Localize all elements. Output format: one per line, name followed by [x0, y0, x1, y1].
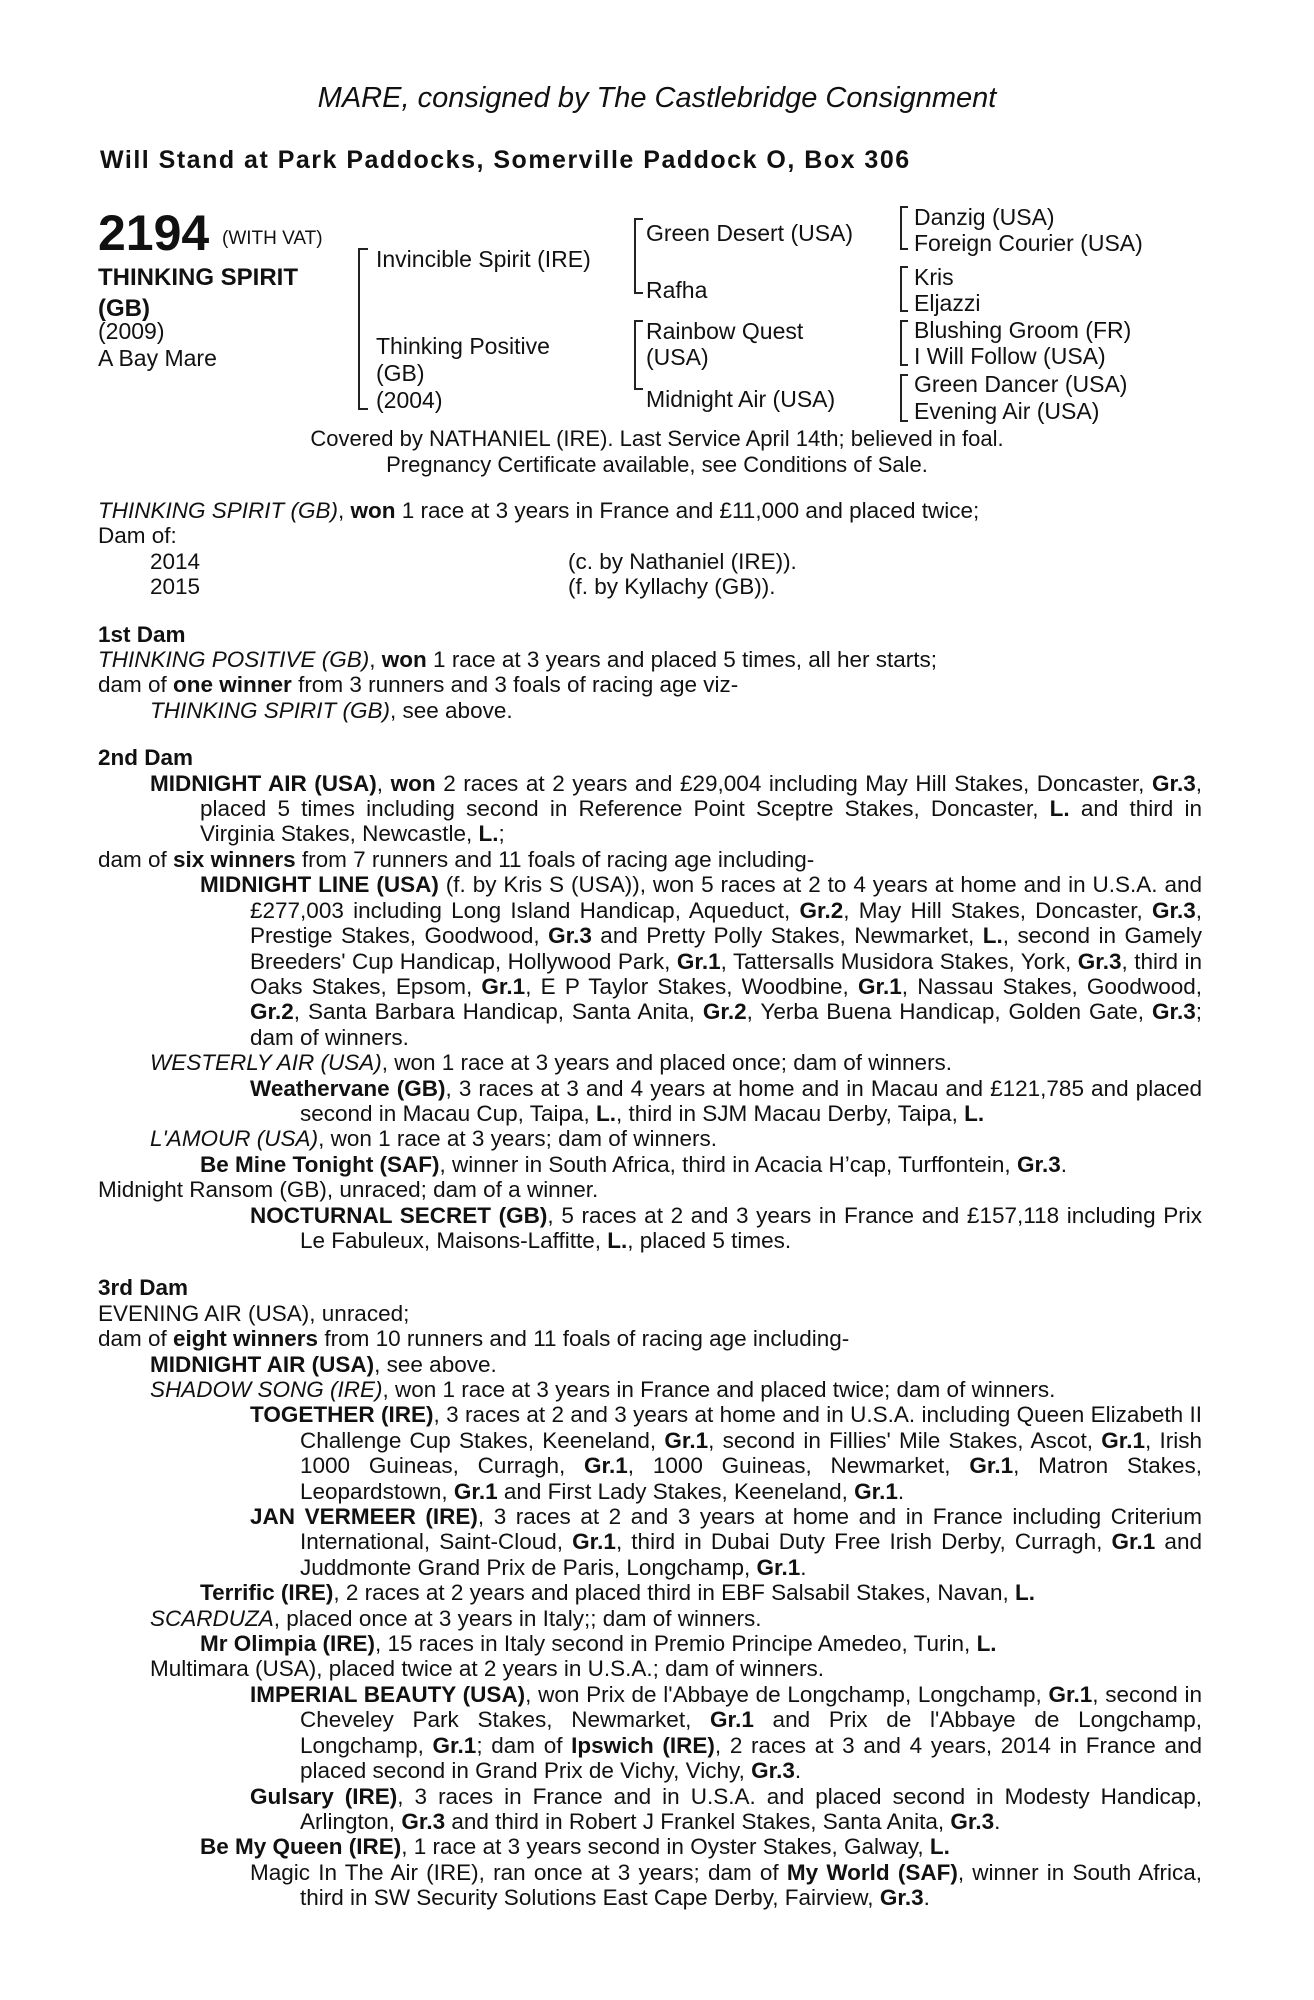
won-label: won	[390, 770, 436, 796]
produce-entry-multimara: Multimara (USA), placed twice at 2 years in U.S.A.; dam of winners.	[150, 1656, 824, 1682]
text: , Prestige Stakes, Goodwood,	[250, 897, 1202, 949]
pedigree-dam-line3: (2004)	[376, 387, 443, 413]
text: .	[923, 1885, 930, 1911]
text: , placed 5 times.	[627, 1227, 792, 1253]
intro-won: won	[350, 498, 396, 523]
grade: Gr.1	[676, 948, 721, 974]
text: , third in SJM Macau Derby, Taipa,	[616, 1100, 965, 1126]
brace-gen2a	[634, 218, 643, 294]
grade: L.	[964, 1100, 985, 1126]
produce-year: 2015	[150, 574, 201, 600]
text: .	[1060, 1151, 1067, 1177]
second-dam-name: MIDNIGHT AIR (USA)	[150, 770, 377, 796]
produce-entry-mr-olimpia	[98, 1631, 1202, 1656]
text: and Prix de l'Abbaye de Longchamp, Longchamp,	[300, 1707, 1202, 1758]
produce-name: Ipswich (IRE)	[571, 1732, 715, 1758]
grade: Gr.1	[1048, 1681, 1093, 1707]
grade: Gr.3	[1077, 948, 1122, 974]
produce-entry-imperial-beauty	[98, 1682, 1202, 1784]
text: ; dam of	[476, 1732, 572, 1758]
text: dam of	[98, 1326, 174, 1352]
text: .	[994, 1808, 1001, 1834]
produce-name: My World (SAF)	[786, 1859, 958, 1885]
produce-name: WESTERLY AIR (USA)	[150, 1050, 382, 1076]
pedigree-sdd: Eljazzi	[914, 290, 981, 316]
text: , Santa Barbara Handicap, Santa Anita,	[293, 999, 703, 1025]
pedigree-ds-line2: (USA)	[646, 344, 709, 370]
pedigree-sd: Rafha	[646, 277, 708, 303]
produce-row	[98, 574, 1202, 599]
text: .	[897, 1478, 905, 1504]
produce-entry-gulsary	[98, 1784, 1202, 1835]
text: (f. by Kris S (USA)), won 5 races at 2 to 4 years at home and in U.S.A. and £277,003 including Long Island Handicap, Aqueduct,	[250, 872, 1203, 923]
brace-gen1	[358, 248, 368, 410]
produce-entry-shadow-song	[98, 1377, 1202, 1402]
text: , won 1 race at 3 years in France and placed twice; dam of winners.	[382, 1377, 1056, 1402]
first-dam-text: 1 race at 3 years and placed 5 times, all her starts;	[426, 647, 938, 673]
produce-entry-lamour	[98, 1126, 1202, 1151]
first-dam-name: THINKING POSITIVE (GB)	[98, 647, 370, 673]
grade: L.	[1014, 1580, 1035, 1606]
text: , Irish 1000 Guineas, Curragh,	[300, 1427, 1202, 1479]
text: , placed 5 times including second in Reference Point Sceptre Stakes, Doncaster,	[200, 770, 1202, 822]
text: from 3 runners and 3 foals of racing age viz-	[291, 672, 739, 698]
text: from 10 runners and 11 foals of racing age including-	[318, 1326, 850, 1352]
covered-line1: Covered by NATHANIEL (IRE). Last Service April 14th; believed in foal.	[310, 426, 1004, 451]
text: dam of	[98, 672, 174, 698]
first-dam-heading: 1st Dam	[98, 621, 186, 647]
grade: Gr.1	[756, 1554, 801, 1580]
produce-name: MIDNIGHT LINE (USA)	[200, 872, 439, 898]
text: , E P Taylor Stakes, Woodbine,	[525, 973, 858, 999]
horse-year: (2009)	[98, 318, 165, 344]
intro-dam-of: Dam of:	[98, 523, 177, 549]
intro-name: THINKING SPIRIT (GB)	[98, 498, 339, 523]
text: , third in Oaks Stakes, Epsom,	[250, 948, 1202, 999]
text: and third in Virginia Stakes, Newcastle,	[200, 796, 1202, 847]
produce-entry-nocturnal-secret	[98, 1203, 1202, 1254]
text: , Yerba Buena Handicap, Golden Gate,	[746, 999, 1152, 1025]
grade: Gr.1	[584, 1453, 628, 1479]
produce-name: Mr Olimpia (IRE)	[200, 1631, 376, 1657]
produce-name: Terrific (IRE)	[200, 1580, 334, 1606]
grade: Gr.3	[1151, 897, 1196, 923]
winner-count: six winners	[173, 846, 296, 872]
text: , May Hill Stakes, Doncaster,	[843, 897, 1152, 923]
produce-name: JAN VERMEER (IRE)	[250, 1504, 478, 1530]
second-dam-entry: MIDNIGHT AIR (USA), won 2 races at 2 years and £29,004 including May Hill Stakes, Doncaster, Gr.3, placed 5 times including second in Reference Point Sceptre Stakes, Doncaster, L. and third in Virginia Stakes, Newcastle, L.;	[150, 770, 1202, 847]
text: , placed once at 3 years in Italy;; dam of winners.	[273, 1605, 762, 1631]
text: , 3 races at 3 and 4 years at home and in Macau and £121,785 and placed second in Macau Cup, Taipa,	[300, 1075, 1202, 1126]
produce-name: SHADOW SONG (IRE)	[150, 1377, 383, 1402]
covered-note	[0, 426, 1314, 478]
text: , second in Gamely Breeders' Cup Handicap, Hollywood Park,	[250, 923, 1202, 974]
pedigree-dam-line1: Thinking Positive	[376, 333, 550, 359]
first-dam-damof	[98, 672, 1202, 697]
pedigree-dam-line2: (GB)	[376, 360, 425, 386]
produce-name: IMPERIAL BEAUTY (USA)	[250, 1681, 526, 1707]
produce-name: NOCTURNAL SECRET (GB)	[250, 1202, 548, 1228]
pedigree-dam	[376, 333, 550, 414]
grade: Gr.1	[854, 1478, 898, 1504]
winner-count: one winner	[173, 672, 292, 698]
text: , 15 races in Italy second in Premio Principe Amedeo, Turin,	[375, 1631, 977, 1657]
text: , 2 races at 3 and 4 years, 2014 in France and placed second in Grand Prix de Vichy, Vichy,	[300, 1732, 1202, 1784]
pedigree-ddd: Evening Air (USA)	[914, 398, 1100, 424]
produce-detail: (c. by Nathaniel (IRE)).	[568, 548, 797, 574]
grade: Gr.1	[1111, 1529, 1156, 1555]
grade: Gr.3	[751, 1758, 795, 1784]
text: from 7 runners and 11 foals of racing age including-	[295, 846, 815, 872]
pedigree-dds: Green Dancer (USA)	[914, 371, 1128, 397]
text: , 3 races at 2 and 3 years at home and in U.S.A. including Queen Elizabeth II Challenge Cup Stakes, Keeneland,	[300, 1402, 1203, 1453]
text: .	[794, 1758, 802, 1784]
grade: L.	[607, 1227, 628, 1253]
grade: Gr.1	[664, 1427, 709, 1453]
text: 2 races at 2 years and £29,004 including May Hill Stakes, Doncaster,	[435, 770, 1152, 796]
text: , see above.	[390, 697, 513, 723]
horse-name-line1: THINKING SPIRIT	[98, 264, 299, 291]
third-dam-heading: 3rd Dam	[98, 1275, 189, 1301]
produce-name: Gulsary (IRE)	[250, 1783, 398, 1809]
produce-name: MIDNIGHT AIR (USA)	[150, 1351, 375, 1377]
text: , 1000 Guineas, Newmarket,	[627, 1453, 970, 1479]
vat-note: (WITH VAT)	[222, 228, 323, 249]
pedigree-sire: Invincible Spirit (IRE)	[376, 246, 591, 272]
lot-number: 2194	[98, 205, 210, 261]
grade: Gr.3	[879, 1885, 924, 1911]
text: , Tattersalls Musidora Stakes, York,	[720, 948, 1078, 974]
text: , won 1 race at 3 years; dam of winners.	[318, 1126, 717, 1152]
produce-year: 2014	[150, 548, 201, 574]
text: , winner in South Africa, third in SW Security Solutions East Cape Derby, Fairview,	[300, 1859, 1203, 1911]
second-dam-damof	[98, 847, 1202, 872]
text: , 5 races at 2 and 3 years in France and £157,118 including Prix Le Fabuleux, Maisons-Laffitte,	[300, 1202, 1203, 1253]
grade: Gr.2	[799, 897, 844, 923]
intro-text: 1 race at 3 years in France and £11,000 and placed twice;	[395, 498, 980, 523]
intro-line: THINKING SPIRIT (GB), won 1 race at 3 years in France and £11,000 and placed twice;	[98, 498, 980, 523]
brace-gen3b	[900, 266, 908, 312]
catalogue-body	[98, 498, 1202, 1911]
produce-entry-midnight-air	[98, 1352, 1202, 1377]
text: , winner in South Africa, third in Acacia H’cap, Turffontein,	[439, 1151, 1017, 1177]
grade: Gr.2	[250, 999, 294, 1025]
text: , Nassau Stakes, Goodwood,	[901, 973, 1202, 999]
winner-count: eight winners	[173, 1326, 319, 1352]
grade: Gr.1	[969, 1453, 1014, 1479]
horse-description: A Bay Mare	[98, 345, 217, 371]
text: , see above.	[374, 1351, 497, 1377]
grade: L.	[596, 1100, 617, 1126]
grade: Gr.3	[401, 1808, 446, 1834]
pedigree-ds	[646, 318, 803, 370]
second-dam-heading: 2nd Dam	[98, 745, 194, 771]
produce-name: THINKING SPIRIT (GB)	[150, 697, 391, 723]
text: dam of	[98, 846, 174, 872]
produce-entry-scarduza	[98, 1606, 1202, 1631]
third-dam-damof	[98, 1326, 1202, 1351]
grade: Gr.3	[548, 923, 592, 949]
produce-name: TOGETHER (IRE)	[250, 1402, 434, 1428]
grade: Gr.1	[572, 1529, 616, 1555]
grade: Gr.2	[702, 999, 747, 1025]
text: ; dam of winners.	[250, 999, 1202, 1050]
produce-entry-jan-vermeer	[98, 1504, 1202, 1580]
produce-name: Weathervane (GB)	[250, 1075, 446, 1101]
text: , won Prix de l'Abbaye de Longchamp, Longchamp,	[525, 1681, 1049, 1707]
grade: Gr.3	[1151, 770, 1196, 796]
horse-name	[98, 262, 298, 324]
text: , won 1 race at 3 years and placed once; dam of winners.	[381, 1050, 953, 1076]
covered-line2: Pregnancy Certificate available, see Conditions of Sale.	[386, 452, 928, 477]
first-dam-line: THINKING POSITIVE (GB), won 1 race at 3 years and placed 5 times, all her starts;	[98, 647, 938, 673]
produce-name: Be My Queen (IRE)	[200, 1834, 402, 1860]
text: , 2 races at 2 years and placed third in EBF Salsabil Stakes, Navan,	[333, 1580, 1015, 1606]
produce-entry-midnight-ransom: Midnight Ransom (GB), unraced; dam of a winner.	[98, 1177, 599, 1203]
text: ;	[498, 821, 505, 847]
produce-name: SCARDUZA	[150, 1605, 274, 1631]
produce-entry-magic-in-the-air	[98, 1860, 1202, 1911]
pedigree-sds: Kris	[914, 264, 954, 290]
pedigree-dsd: I Will Follow (USA)	[914, 343, 1106, 369]
pedigree-ss: Green Desert (USA)	[646, 220, 854, 246]
text: , 3 races at 2 and 3 years at home and in France including Criterium International, Saint-Cloud,	[300, 1504, 1202, 1555]
text: and third in Robert J Frankel Stakes, Santa Anita,	[445, 1808, 951, 1834]
grade: Gr.1	[710, 1707, 754, 1733]
text: , second in Cheveley Park Stakes, Newmarket,	[300, 1681, 1202, 1733]
brace-gen3c	[900, 320, 908, 366]
produce-entry-be-my-queen	[98, 1834, 1202, 1859]
grade: Gr.3	[1016, 1151, 1061, 1177]
produce-name: Be Mine Tonight (SAF)	[200, 1151, 440, 1177]
text: , 3 races in France and in U.S.A. and placed second in Modesty Handicap, Arlington,	[300, 1783, 1202, 1834]
brace-gen3d	[900, 374, 908, 422]
won-label: won	[381, 647, 427, 673]
text: .	[800, 1554, 807, 1580]
produce-entry-together	[98, 1402, 1202, 1504]
grade: L.	[478, 821, 499, 847]
grade: L.	[982, 923, 1003, 949]
stand-location: Will Stand at Park Paddocks, Somerville Paddock O, Box 306	[100, 146, 911, 174]
grade: Gr.1	[1101, 1427, 1146, 1453]
produce-row	[98, 549, 1202, 574]
third-dam-line: EVENING AIR (USA), unraced;	[98, 1300, 410, 1326]
produce-entry-midnight-line	[98, 872, 1202, 1050]
text: , Matron Stakes, Leopardstown,	[300, 1453, 1202, 1504]
text: and First Lady Stakes, Keeneland,	[497, 1478, 855, 1504]
text: and Pretty Polly Stakes, Newmarket,	[591, 923, 983, 949]
grade: L.	[976, 1631, 997, 1657]
grade: L.	[929, 1834, 950, 1860]
produce-name: L'AMOUR (USA)	[150, 1126, 319, 1152]
horse-info	[98, 318, 217, 372]
produce-entry-terrific	[98, 1580, 1202, 1605]
produce-entry-westerly-air	[98, 1050, 1202, 1075]
produce-entry-be-mine-tonight	[98, 1152, 1202, 1177]
grade: Gr.3	[1151, 999, 1196, 1025]
pedigree-dss: Blushing Groom (FR)	[914, 317, 1132, 343]
produce-entry-weathervane	[98, 1076, 1202, 1127]
grade: Gr.1	[432, 1732, 477, 1758]
produce-detail: (f. by Kyllachy (GB)).	[568, 574, 776, 600]
brace-gen2b	[634, 320, 643, 390]
first-dam-produce	[98, 698, 1202, 723]
grade: Gr.1	[481, 973, 526, 999]
text: , second in Fillies' Mile Stakes, Ascot,	[708, 1427, 1102, 1453]
horse-name-line2: (GB)	[98, 295, 150, 322]
text: , 1 race at 3 years second in Oyster Stakes, Galway,	[401, 1834, 930, 1860]
grade: Gr.1	[857, 973, 902, 999]
pedigree-ssd: Foreign Courier (USA)	[914, 230, 1143, 256]
grade: Gr.3	[950, 1808, 995, 1834]
pedigree-dd: Midnight Air (USA)	[646, 386, 836, 412]
pedigree-ds-line1: Rainbow Quest	[646, 318, 804, 344]
brace-gen3a	[900, 206, 908, 250]
text: Magic In The Air (IRE), ran once at 3 years; dam of	[250, 1859, 787, 1885]
page-title: MARE, consigned by The Castlebridge Consignment	[317, 82, 997, 114]
text: and Juddmonte Grand Prix de Paris, Longchamp,	[300, 1529, 1202, 1580]
grade: Gr.1	[453, 1478, 498, 1504]
text: , third in Dubai Duty Free Irish Derby, Curragh,	[615, 1529, 1112, 1555]
pedigree-sss: Danzig (USA)	[914, 204, 1055, 230]
grade: L.	[1049, 796, 1070, 822]
